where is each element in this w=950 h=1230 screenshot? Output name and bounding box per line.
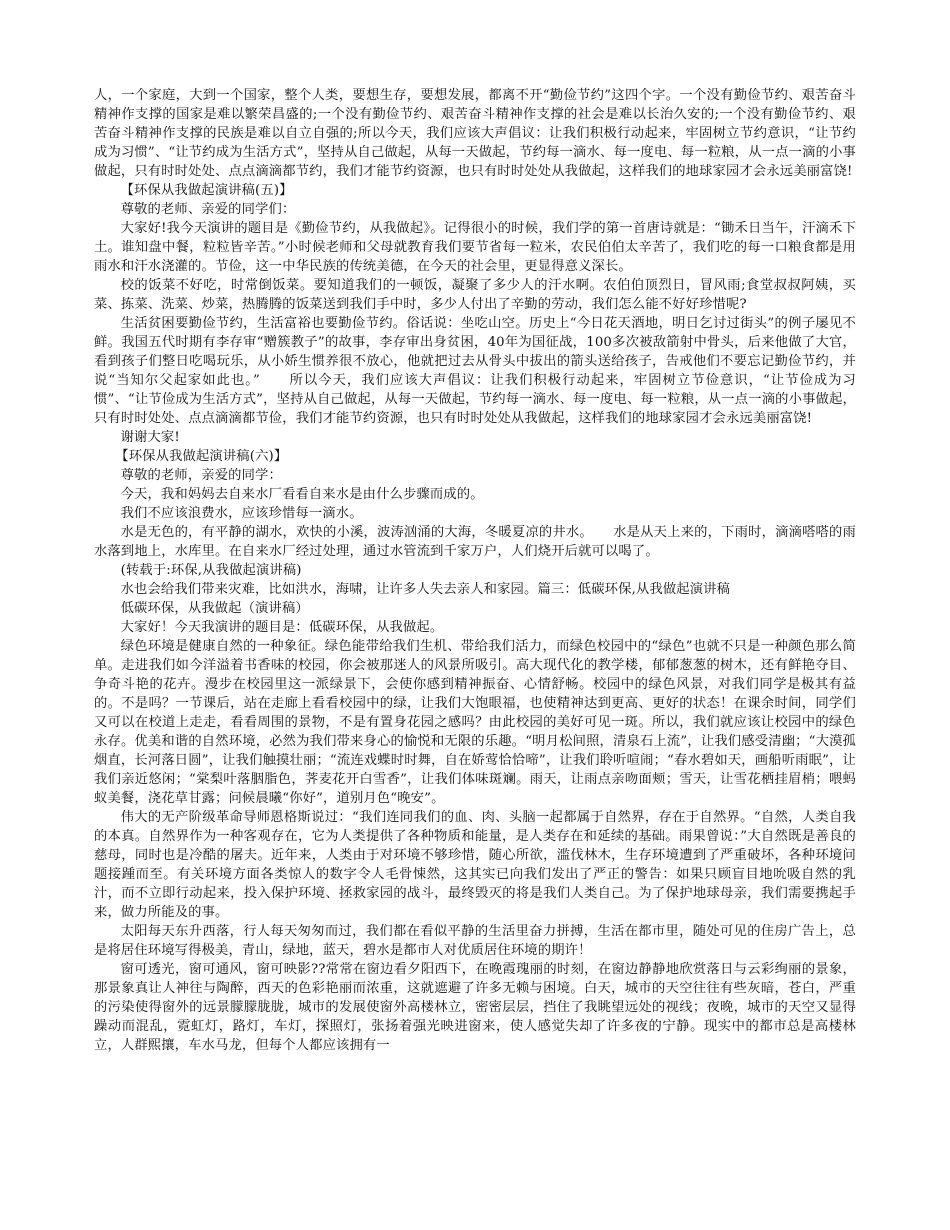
paragraph: 绿色环境是健康自然的一种象征。绿色能带给我们生机、带给我们活力，而绿色校园中的“绿色”也就不只是一种颜色那么简单。走进我们如今洋溢着书香味的校园，你会被那迷人的风景所吸引。高大现代化的教学楼，郁郁葱葱的树木，还有鲜艳夺目、争奇斗艳的花卉。漫步在校园里这一派绿景下，会使你感到精神振奋、心情舒畅。校园中的绿色风景，对我们同学是极其有益的。不是吗？一节课后，站在走廊上看看校园中的绿，让我们大饱眼福，也使精神达到更高、更好的状态！在课余时间，同学们又可以在校道上走走，看看周围的景物，不是有置身花园之感吗？由此校园的美好可见一斑。所以，我们就应该让校园中的绿色永存。优美和谐的自然环境，必然为我们带来身心的愉悦和无限的乐趣。“明月松间照，清泉石上流”，让我们感受清幽；“大漠孤烟直，长河落日圆”，让我们触摸壮丽；“流连戏蝶时时舞，自在娇莺恰恰啼”，让我们聆听喧闹；“春水碧如天，画船听雨眠”，让我们亲近悠闲；“棠梨叶落胭脂色，荠麦花开白雪香”，让我们体味斑斓。雨天，让雨点亲吻面颊；雪天，让雪花栖挂眉梢；喂蚂蚁美餐，浇花草甘露；问候晨曦“你好”，道别月色“晚安”。 — [94, 639, 856, 806]
paragraph: 大家好!我今天演讲的题目是《勤俭节约，从我做起》。记得很小的时候，我们学的第一首唐诗就是：“锄禾日当午，汗滴禾下土。谁知盘中餐，粒粒皆辛苦。”小时候老师和父母就教育我们要节省每一粒米，农民伯伯太辛苦了，我们吃的每一口粮食都是用雨水和汗水浇灌的。节俭，这一中华民族的传统美德，在今天的社会里，更显得意义深长。 — [94, 221, 856, 274]
paragraph: 校的饭菜不好吃，时常倒饭菜。要知道我们的一顿饭，凝聚了多少人的汗水啊。农伯伯顶烈日，冒风雨;食堂叔叔阿姨，买菜、拣菜、洗菜、炒菜，热腾腾的饭菜送到我们手中时，多少人付出了辛勤的劳动，我们怎么能不好好珍惜呢? — [94, 278, 856, 312]
paragraph: 生活贫困要勤俭节约，生活富裕也要勤俭节约。俗话说：坐吃山空。历史上“今日花天酒地，明日乞讨过街头”的例子屡见不鲜。我国五代时期有李存审“赠簇教子”的故事，李存审出身贫困，40年为国征战，100多次被敌箭射中骨头，后来他做了大官，看到孩子们整日吃喝玩乐，从小娇生惯养很不放心，他就把过去从骨头中拔出的箭头送给孩子，告戒他们不要忘记勤俭节约，并说“当知尔父起家如此也。” 所以今天，我们应该大声倡议：让我们积极行动起来，牢固树立节俭意识，“让节俭成为习惯”、“让节俭成为生活方式”，坚持从自己做起，从每一天做起，节约每一滴水、每一度电、每一粒粮，从一点一滴的小事做起，只有时时处处、点点滴滴都节俭，我们才能节约资源，也只有时时处处从我做起，这样我们的地球家园才会永远美丽富饶! — [94, 316, 856, 426]
paragraph: 太阳每天东升西落，行人每天匆匆而过，我们都在看似平静的生活里奋力拼搏，生活在都市里，随处可见的住房广告上，总是将居住环境写得极美，青山，绿地，蓝天，碧水是都市人对优质居住环境的期许！ — [94, 924, 856, 958]
paragraph: 我们不应该浪费水，应该珍惜每一滴水。 — [120, 506, 363, 521]
salutation: 尊敬的老师、亲爱的同学们： — [120, 202, 296, 217]
section-heading-six: 【环保从我做起演讲稿(六)】 — [115, 449, 288, 464]
paragraph: 水是无色的，有平静的湖水，欢快的小溪，波涛汹涌的大海，冬暖夏凉的井水。 水是从天上来的，下雨时，滴滴嗒嗒的雨水落到地上，水库里。在自来水厂经过处理，通过水管流到千家万户，人们烧开后就可以喝了。 — [94, 525, 856, 559]
paragraph: 窗可透光，窗可通风，窗可映影??常常在窗边看夕阳西下，在晚霞瑰丽的时刻，在窗边静静地欣赏落日与云彩绚丽的景象，那景象真让人神往与陶醉，西天的色彩艳丽而浓重，这就遮避了许多无赖与困境。白天，城市的天空往往有些灰暗，苍白，严重的污染使得窗外的远景朦朦胧胧，城市的发展使窗外高楼林立，密密层层，挡住了我眺望远处的视线；夜晚，城市的天空又显得躁动而混乱，霓虹灯，路灯，车灯，探照灯，张扬着强光映进窗来，使人感觉失却了许多夜的宁静。现实中的都市总是高楼林立，人群熙攘，车水马龙，但每个人都应该拥有一 — [94, 962, 856, 1053]
closing-thanks: 谢谢大家! — [120, 430, 180, 445]
paragraph: 伟大的无产阶级革命导师恩格斯说过：“我们连同我们的血、肉、头脑一起都属于自然界，存在于自然界。“自然，人类自我的本真。自然界作为一种客观存在，它为人类提供了各种物质和能量，是人类存在和延续的基础。雨果曾说：”大自然既是善良的慈母，同时也是冷酷的屠夫。近年来，人类由于对环境不够珍惜，随心所欲，滥伐林木，生存环境遭到了严重破坏，各种环境问题接踵而至。有关环境方面各类惊人的数字令人毛骨悚然，这其实已向我们发出了严正的警告：如果只顾盲目地吮吸自然的乳汁，而不立即行动起来，投入保护环境、拯救家园的战斗，最终毁灭的将是我们人类自己。为了保护地球母亲，我们需要携起手来，做力所能及的事。 — [94, 810, 856, 920]
section-heading-five: 【环保从我做起演讲稿(五)】 — [120, 183, 293, 198]
salutation: 尊敬的老师，亲爱的同学： — [120, 468, 282, 483]
paragraph: 大家好！今天我演讲的题目是：低碳环保，从我做起。 — [120, 620, 444, 635]
source-note: (转载于:环保,从我做起演讲稿) — [120, 563, 302, 578]
speech-title: 低碳环保，从我做起（演讲稿） — [120, 601, 309, 616]
paragraph: 水也会给我们带来灾难，比如洪水，海啸，让许多人失去亲人和家园。篇三：低碳环保,从我做起演讲稿 — [120, 582, 731, 597]
paragraph: 今天，我和妈妈去自来水厂看看自来水是由什么步骤而成的。 — [120, 487, 484, 502]
paragraph-continuation: 人，一个家庭，大到一个国家，整个人类，要想生存，要想发展，都离不开“勤俭节约”这四个字。一个没有勤俭节约、艰苦奋斗精神作支撑的国家是难以繁荣昌盛的;一个没有勤俭节约、艰苦奋斗精神作支撑的社会是难以长治久安的;一个没有勤俭节约、艰苦奋斗精神作支撑的民族是难以自立自强的;所以今天，我们应该大声倡议：让我们积极行动起来，牢固树立节约意识，“让节约成为习惯”、“让节约成为生活方式”，坚持从自己做起，从每一天做起，节约每一滴水、每一度电、每一粒粮，从一点一滴的小事做起，只有时时处处、点点滴滴都节约，我们才能节约资源，也只有时时处处从我做起，这样我们的地球家园才会永远美丽富饶! — [94, 88, 856, 179]
